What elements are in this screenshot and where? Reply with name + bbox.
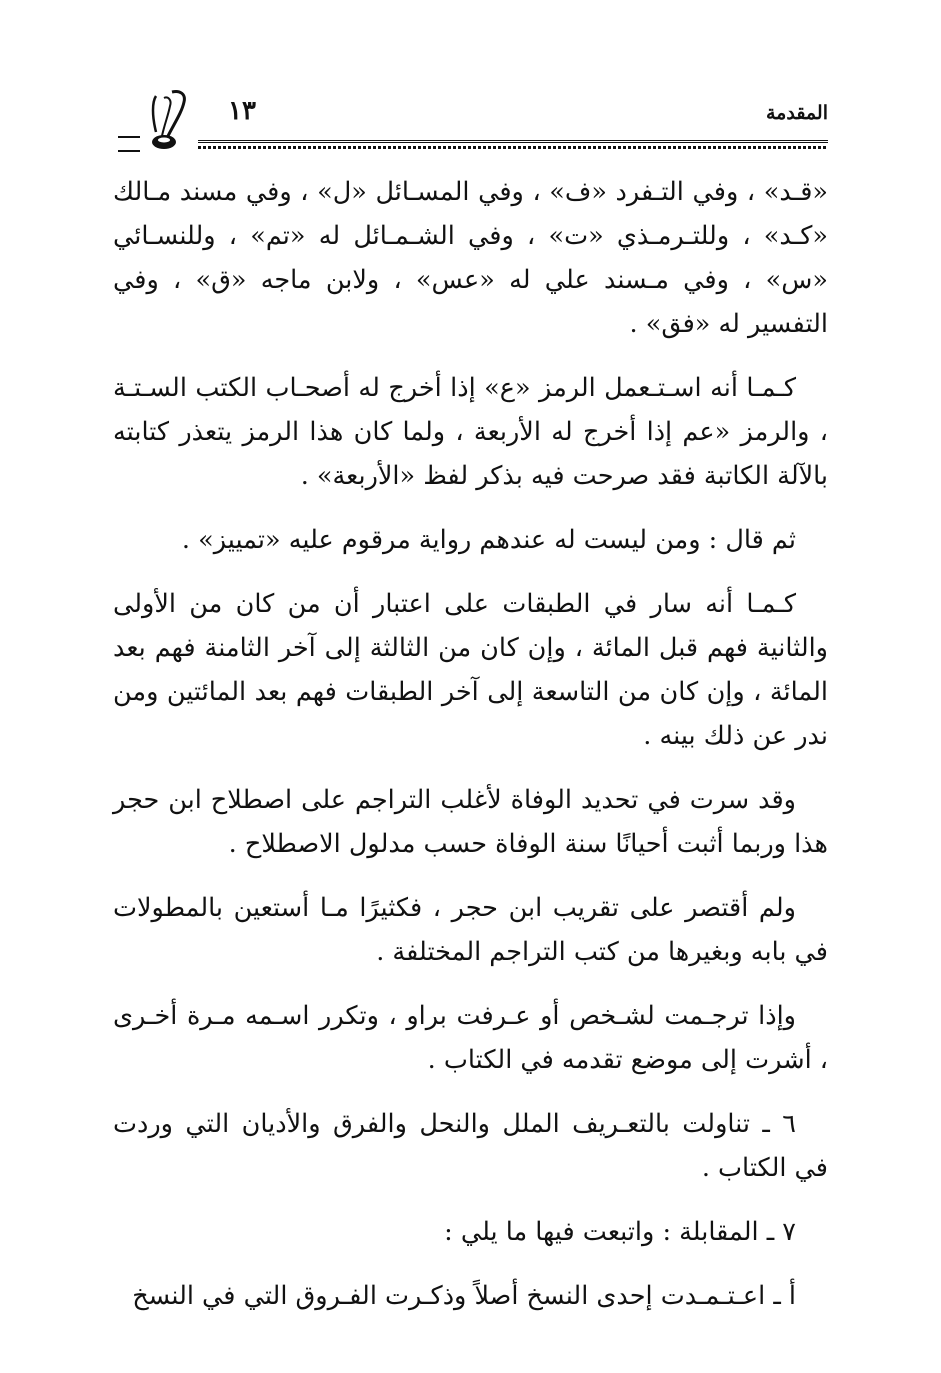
list-item: ٦ ـ تناولت بالتعـريف الملل والنحل والفرق والأديان التي وردت في الكتاب .	[113, 1109, 828, 1183]
list-item: أ ـ اعـتـمـدت إحدى النسخ أصلاً وذكـرت الفـروق التي في النسخ	[132, 1281, 796, 1311]
paragraph: وقد سرت في تحديد الوفاة لأغلب التراجم على اصطلاح ابن حجر هذا وربما أثبت أحيانًا سنة الوفاة حسب مدلول الاصطلاح .	[113, 785, 828, 859]
paragraph: وإذا ترجـمت لشـخص أو عـرفت براو ، وتكرر اسـمه مـرة أخـرى ، أشرت إلى موضع تقدمه في الكتاب .	[113, 1001, 828, 1075]
header-rule-ornament	[198, 146, 828, 149]
paragraph: ولم أقتصر على تقريب ابن حجر ، فكثيرًا مـا أستعين بالمطولات في بابه وبغيرها من كتب التراجم المختلفة .	[113, 893, 828, 967]
header-rule-left	[118, 136, 140, 152]
paragraph: كـمـا أنه سار في الطبقات على اعتبار أن من كان من الأولى والثانية فهم قبل المائة ، وإن كان من الثالثة إلى آخر الثامنة فهم بعد المائة ، وإن كان من التاسعة إلى آخر الطبقات فهم بعد المائتين ومن ندر عن ذلك بينه .	[113, 589, 828, 751]
body-text	[113, 170, 828, 1338]
paragraph: «قـد» ، وفي التـفرد «ف» ، وفي المسـائل «ل» ، وفي مسند مـالك «كـد» ، وللتـرمـذي «ت» ، وفي الشـمـائل له «تم» ، وللنسـائي «س» ، وفي مـسند علي له «عس» ، ولابن ماجه «ق» ، وفي التفسير له «فق» .	[113, 177, 828, 339]
paragraph: كـمـا أنه اسـتـعمل الرمز «ع» إذا أخرج له أصحـاب الكتب السـتـة ، والرمز «عم إذا أخرج له الأربعة ، ولما كان هذا الرمز يتعذر كتابته بالآلة الكاتبة فقد صرحت فيه بذكر لفظ «الأربعة» .	[113, 373, 828, 491]
header-rule	[198, 140, 828, 143]
list-item: ٧ ـ المقابلة : واتبعت فيها ما يلي :	[444, 1217, 796, 1247]
inkwell-quill-icon	[142, 88, 192, 152]
running-title: المقدمة	[765, 102, 828, 124]
paragraph: ثم قال : ومن ليست له عندهم رواية مرقوم عليه «تمييز» .	[181, 525, 796, 555]
page-number: ١٣	[228, 96, 256, 126]
page-header	[110, 88, 828, 158]
